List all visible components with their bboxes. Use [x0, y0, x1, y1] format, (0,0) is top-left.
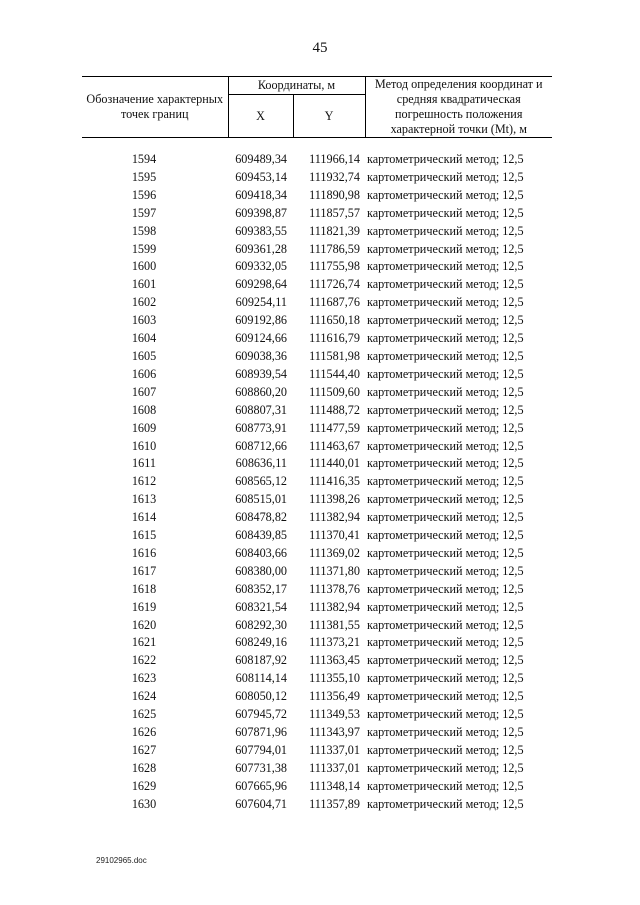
coord-x: 609489,34: [235, 152, 287, 166]
table-row: [82, 652, 552, 670]
coord-y: 111786,59: [309, 241, 360, 256]
coord-x: 608807,31: [235, 402, 287, 417]
header-y: Y: [293, 95, 365, 138]
method-cell: картометрический метод; 12,5: [367, 402, 524, 417]
coord-x: 607731,38: [235, 760, 287, 775]
method-cell: картометрический метод; 12,5: [367, 725, 524, 739]
table-header: [82, 77, 552, 138]
method-cell: картометрический метод; 12,5: [367, 259, 524, 274]
table-row: [82, 348, 552, 366]
table-row: [82, 509, 552, 527]
coord-x: 608939,54: [235, 366, 287, 381]
coord-x: 608292,30: [235, 617, 287, 632]
method-cell: картометрический метод; 12,5: [367, 241, 524, 256]
table-row: [82, 796, 552, 814]
method-cell: картометрический метод; 12,5: [367, 277, 524, 292]
coord-y: 111726,74: [309, 277, 360, 292]
method-cell: картометрический метод; 12,5: [367, 366, 524, 381]
coord-x: 608712,66: [235, 438, 287, 453]
point-id: 1616: [131, 545, 157, 560]
coordinates-table: [82, 76, 552, 814]
point-id: 1619: [131, 599, 157, 614]
coord-x: 607604,71: [235, 796, 287, 811]
coord-x: 609398,87: [235, 205, 287, 220]
coord-x: 609192,86: [235, 313, 287, 328]
point-id: 1624: [131, 689, 157, 704]
method-cell: картометрический метод; 12,5: [367, 187, 524, 202]
point-id: 1625: [131, 707, 157, 722]
coord-x: 607665,96: [235, 778, 287, 793]
point-id: 1629: [131, 778, 157, 793]
coord-y: 111821,39: [309, 223, 360, 238]
method-cell: картометрический метод; 12,5: [367, 689, 524, 704]
method-cell: картометрический метод; 12,5: [367, 152, 524, 166]
header-method: Метод определения координат и средняя квадратическая погрешность положения характерной точки (Mt), м: [365, 77, 552, 138]
table-row: [82, 420, 552, 438]
coord-y: 111343,97: [309, 725, 360, 739]
table-row: [82, 670, 552, 688]
header-coordinates: Координаты, м: [228, 77, 365, 95]
method-cell: картометрический метод; 12,5: [367, 599, 524, 614]
coord-y: 111932,74: [309, 169, 360, 184]
point-id: 1620: [131, 617, 157, 632]
coord-x: 609254,11: [235, 295, 287, 310]
point-id: 1621: [131, 635, 157, 650]
table-row: [82, 688, 552, 706]
coord-y: 111355,10: [309, 671, 360, 686]
table-row: [82, 384, 552, 402]
method-cell: картометрический метод; 12,5: [367, 384, 524, 399]
method-cell: картометрический метод; 12,5: [367, 760, 524, 775]
point-id: 1628: [131, 760, 157, 775]
table-row: [82, 760, 552, 778]
table-row: [82, 438, 552, 456]
method-cell: картометрический метод; 12,5: [367, 295, 524, 310]
method-cell: картометрический метод; 12,5: [367, 653, 524, 668]
coord-x: 608321,54: [235, 599, 287, 614]
point-id: 1611: [132, 456, 156, 471]
point-id: 1594: [131, 152, 157, 166]
coord-x: 608860,20: [235, 384, 287, 399]
table-row: [82, 599, 552, 617]
coord-x: 608773,91: [235, 420, 287, 435]
method-cell: картометрический метод; 12,5: [367, 169, 524, 184]
point-id: 1598: [131, 223, 157, 238]
coord-x: 608249,16: [235, 635, 287, 650]
point-id: 1608: [131, 402, 157, 417]
method-cell: картометрический метод; 12,5: [367, 438, 524, 453]
table-row: [82, 527, 552, 545]
method-cell: картометрический метод; 12,5: [367, 205, 524, 220]
coord-y: 111857,57: [309, 205, 360, 220]
point-id: 1596: [131, 187, 157, 202]
coord-y: 111370,41: [309, 528, 360, 543]
table-row: [82, 187, 552, 205]
point-id: 1623: [131, 671, 157, 686]
coord-y: 111477,59: [309, 420, 360, 435]
coord-y: 111348,14: [309, 778, 360, 793]
coord-x: 608050,12: [235, 689, 287, 704]
table-body: [82, 138, 552, 814]
point-id: 1630: [131, 796, 157, 811]
coord-x: 609383,55: [235, 223, 287, 238]
coord-y: 111544,40: [309, 366, 360, 381]
table-row: [82, 742, 552, 760]
table-row: [82, 617, 552, 635]
method-cell: картометрический метод; 12,5: [367, 348, 524, 363]
coord-x: 609418,34: [235, 187, 287, 202]
method-cell: картометрический метод; 12,5: [367, 474, 524, 489]
coord-y: 111382,94: [309, 599, 360, 614]
table-row: [82, 706, 552, 724]
coord-y: 111398,26: [309, 492, 360, 507]
table-row: [82, 724, 552, 742]
method-cell: картометрический метод; 12,5: [367, 671, 524, 686]
header-designation: Обозначение характерных точек границ: [82, 77, 228, 138]
table-row: [82, 366, 552, 384]
point-id: 1613: [131, 492, 157, 507]
coord-y: 111755,98: [309, 259, 360, 274]
coord-x: 608114,14: [235, 671, 287, 686]
point-id: 1607: [131, 384, 157, 399]
method-cell: картометрический метод; 12,5: [367, 545, 524, 560]
table-row: [82, 778, 552, 796]
point-id: 1622: [131, 653, 157, 668]
coord-x: 609361,28: [235, 241, 287, 256]
table-row: [82, 634, 552, 652]
coord-x: 608403,66: [235, 545, 287, 560]
coord-x: 609038,36: [235, 348, 287, 363]
page-number: 45: [312, 40, 328, 56]
table-row: [82, 581, 552, 599]
table-row: [82, 563, 552, 581]
method-cell: картометрический метод; 12,5: [367, 528, 524, 543]
coord-y: 111581,98: [309, 348, 360, 363]
point-id: 1604: [131, 331, 157, 346]
coord-x: 608565,12: [235, 474, 287, 489]
table-row: [82, 473, 552, 491]
coord-y: 111650,18: [309, 313, 360, 328]
table-row: [82, 276, 552, 294]
point-id: 1597: [131, 205, 157, 220]
coord-y: 111416,35: [309, 474, 360, 489]
point-id: 1606: [131, 366, 157, 381]
table-row: [82, 312, 552, 330]
method-cell: картометрический метод; 12,5: [367, 492, 524, 507]
coord-y: 111349,53: [309, 707, 360, 722]
coord-y: 111381,55: [309, 617, 360, 632]
point-id: 1595: [131, 169, 157, 184]
coord-y: 111509,60: [309, 384, 360, 399]
point-id: 1615: [131, 528, 157, 543]
coord-y: 111363,45: [309, 653, 360, 668]
point-id: 1599: [131, 241, 157, 256]
point-id: 1601: [131, 277, 157, 292]
table-row: [82, 241, 552, 259]
point-id: 1600: [131, 259, 157, 274]
table-row: [82, 545, 552, 563]
point-id: 1603: [131, 313, 157, 328]
coord-x: 609332,05: [235, 259, 287, 274]
method-cell: картометрический метод; 12,5: [367, 331, 524, 346]
coord-x: 608439,85: [235, 528, 287, 543]
table-row: [82, 258, 552, 276]
point-id: 1610: [131, 438, 157, 453]
coord-x: 608380,00: [235, 563, 287, 578]
coord-x: 608478,82: [235, 510, 287, 525]
table-row: [82, 402, 552, 420]
table-row: [82, 205, 552, 223]
point-id: 1614: [131, 510, 157, 525]
coord-y: 111371,80: [309, 563, 360, 578]
point-id: 1617: [131, 563, 157, 578]
method-cell: картометрический метод; 12,5: [367, 456, 524, 471]
point-id: 1602: [131, 295, 157, 310]
method-cell: картометрический метод; 12,5: [367, 635, 524, 650]
method-cell: картометрический метод; 12,5: [367, 742, 524, 757]
table-row: [82, 455, 552, 473]
table-row: [82, 294, 552, 312]
coord-x: 608187,92: [235, 653, 287, 668]
coord-y: 111337,01: [309, 742, 360, 757]
method-cell: картометрический метод; 12,5: [367, 313, 524, 328]
coord-y: 111687,76: [309, 295, 360, 310]
method-cell: картометрический метод; 12,5: [367, 778, 524, 793]
point-id: 1609: [131, 420, 157, 435]
method-cell: картометрический метод; 12,5: [367, 707, 524, 722]
coord-y: 111616,79: [309, 331, 360, 346]
coord-y: 111382,94: [309, 510, 360, 525]
coord-x: 609124,66: [235, 331, 287, 346]
table-row: [82, 491, 552, 509]
coord-y: 111890,98: [309, 187, 360, 202]
coord-x: 609298,64: [235, 277, 287, 292]
coord-x: 607794,01: [235, 742, 287, 757]
method-cell: картометрический метод; 12,5: [367, 581, 524, 596]
coord-x: 608352,17: [235, 581, 287, 596]
header-x: X: [228, 95, 293, 138]
method-cell: картометрический метод; 12,5: [367, 510, 524, 525]
coord-x: 609453,14: [235, 169, 287, 184]
coord-y: 111463,67: [309, 438, 360, 453]
point-id: 1618: [131, 581, 157, 596]
table-row: [82, 151, 552, 169]
coord-y: 111337,01: [309, 760, 360, 775]
point-id: 1626: [131, 725, 157, 739]
coord-x: 607871,96: [235, 725, 287, 739]
coord-y: 111357,89: [309, 796, 360, 811]
coord-y: 111369,02: [309, 545, 360, 560]
table-row: [82, 169, 552, 187]
method-cell: картометрический метод; 12,5: [367, 617, 524, 632]
table-row: [82, 223, 552, 241]
method-cell: картометрический метод; 12,5: [367, 796, 524, 811]
coord-y: 111966,14: [309, 152, 360, 166]
coord-y: 111356,49: [309, 689, 360, 704]
point-id: 1627: [131, 742, 157, 757]
point-id: 1605: [131, 348, 157, 363]
coord-x: 608636,11: [235, 456, 287, 471]
method-cell: картометрический метод; 12,5: [367, 223, 524, 238]
coord-y: 111440,01: [309, 456, 360, 471]
coord-x: 608515,01: [235, 492, 287, 507]
coord-y: 111488,72: [309, 402, 360, 417]
method-cell: картометрический метод; 12,5: [367, 563, 524, 578]
method-cell: картометрический метод; 12,5: [367, 420, 524, 435]
coord-x: 607945,72: [235, 707, 287, 722]
table-row: [82, 330, 552, 348]
point-id: 1612: [131, 474, 157, 489]
footer-file-name: 29102965.doc: [96, 856, 147, 865]
coord-y: 111378,76: [309, 581, 360, 596]
coord-y: 111373,21: [309, 635, 360, 650]
